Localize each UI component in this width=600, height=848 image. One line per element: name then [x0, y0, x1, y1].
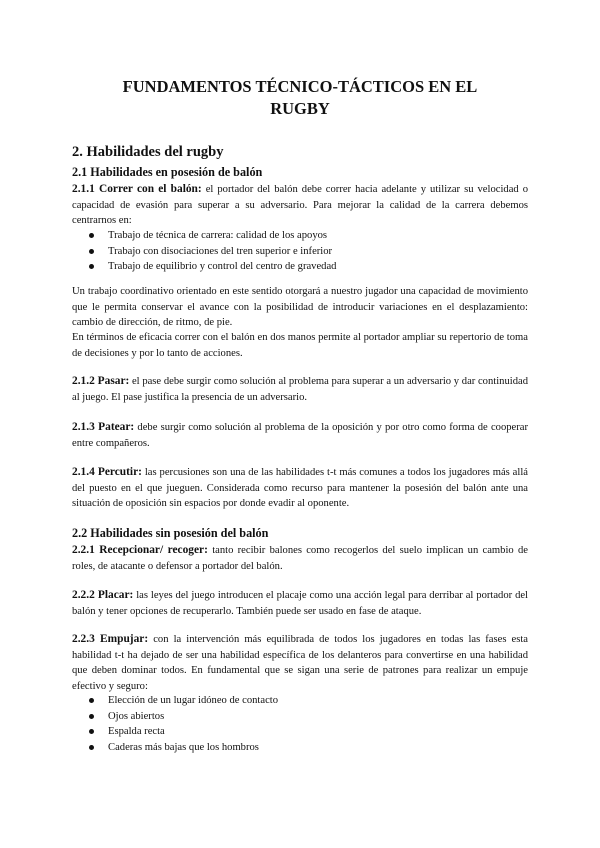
list-item: Espalda recta — [88, 724, 278, 740]
list-item: Trabajo de técnica de carrera: calidad de los apoyos — [88, 228, 336, 244]
paragraph-percutir — [72, 465, 528, 512]
label-percutir: 2.1.4 Percutir: — [72, 466, 142, 478]
label-patear: 2.1.3 Patear: — [72, 421, 135, 433]
bullet-icon — [89, 233, 94, 238]
paragraph-eficacia: En términos de eficacia correr con el balón en dos manos permite al portador ampliar su repertorio de toma de decisiones y por lo tanto de acciones. — [72, 332, 528, 359]
bullet-icon — [89, 714, 94, 719]
bullet-icon — [89, 698, 94, 703]
text-empujar: con la intervención más equilibrada de todos los jugadores en todas las fases esta habilidad t-t ha dejado de ser una habilidad específica de los delanteros para convertirse en una habilidad que deben dominar todos. En fundamental que se sigan una serie de patrones para realizar un empuje efectivo y seguro: — [72, 634, 528, 692]
text-placar: las leyes del juego introducen el placaje como una acción legal para derribar al portador del balón y tener opciones de recuperarlo. También puede ser usado en fase de ataque. — [72, 590, 529, 617]
text-pasar: el pase debe surgir como solución al problema para superar a un adversario y dar continuidad al juego. El pase justifica la presencia de un adversario. — [72, 376, 528, 403]
list-item: Trabajo de equilibrio y control del centro de gravedad — [88, 259, 336, 275]
bullet-list-carrera — [88, 228, 336, 275]
paragraph-pasar — [72, 374, 528, 405]
label-correr: 2.1.1 Correr con el balón: — [72, 183, 202, 195]
title-line-2: RUGBY — [270, 99, 330, 118]
text-correr: el portador del balón debe correr hacia adelante y utilizar su velocidad o capacidad de evasión para superar a su adversario. Para mejorar la calidad de la carrera debemos centrarnos en: — [72, 184, 529, 226]
bullet-icon — [89, 745, 94, 750]
list-item: Elección de un lugar idóneo de contacto — [88, 693, 278, 709]
paragraph-coordinativo: Un trabajo coordinativo orientado en este sentido otorgará a nuestro jugador una capacidad de movimiento que le permita conservar el avance con la posibilidad de introducir variaciones en el desplazamiento: cambio de dirección, de ritmo, de pie. — [72, 286, 528, 328]
label-placar: 2.2.2 Placar: — [72, 589, 134, 601]
subsection-heading-posesion: 2.1 Habilidades en posesión de balón — [72, 165, 263, 179]
label-recepcionar: 2.2.1 Recepcionar/ recoger: — [72, 544, 208, 556]
paragraph-placar — [72, 588, 528, 619]
text-patear: debe surgir como solución al problema de la oposición y por otro como forma de cooperar entre compañeros. — [72, 422, 528, 449]
bullet-icon — [89, 264, 94, 269]
text-recepcionar: tanto recibir balones como recogerlos del suelo implican un cambio de roles, de atacante o defensor a portador del balón. — [72, 545, 528, 572]
document-title — [72, 76, 528, 120]
list-item: Trabajo con disociaciones del tren superior e inferior — [88, 244, 336, 260]
paragraph-patear — [72, 420, 528, 451]
label-pasar: 2.1.2 Pasar: — [72, 375, 130, 387]
subsection-heading-sin-posesion: 2.2 Habilidades sin posesión del balón — [72, 526, 269, 540]
title-line-1: FUNDAMENTOS TÉCNICO-TÁCTICOS EN EL — [122, 77, 478, 96]
text-percutir: las percusiones son una de las habilidades t-t más comunes a todos los jugadores más allá del puesto en el que jueguen. Considerada como recurso para mantener la posesión del balón ante una situación de oposición sin espacios por donde evadir al oponente. — [72, 467, 528, 509]
label-empujar: 2.2.3 Empujar: — [72, 633, 149, 645]
section-heading-habilidades: 2. Habilidades del rugby — [72, 144, 224, 160]
list-item: Caderas más bajas que los hombros — [88, 740, 278, 756]
bullet-icon — [89, 249, 94, 254]
paragraph-empujar — [72, 632, 528, 694]
bullet-icon — [89, 729, 94, 734]
list-item: Ojos abiertos — [88, 709, 278, 725]
bullet-list-empuje — [88, 693, 278, 755]
paragraph-correr — [72, 182, 528, 229]
paragraph-recepcionar — [72, 543, 528, 574]
